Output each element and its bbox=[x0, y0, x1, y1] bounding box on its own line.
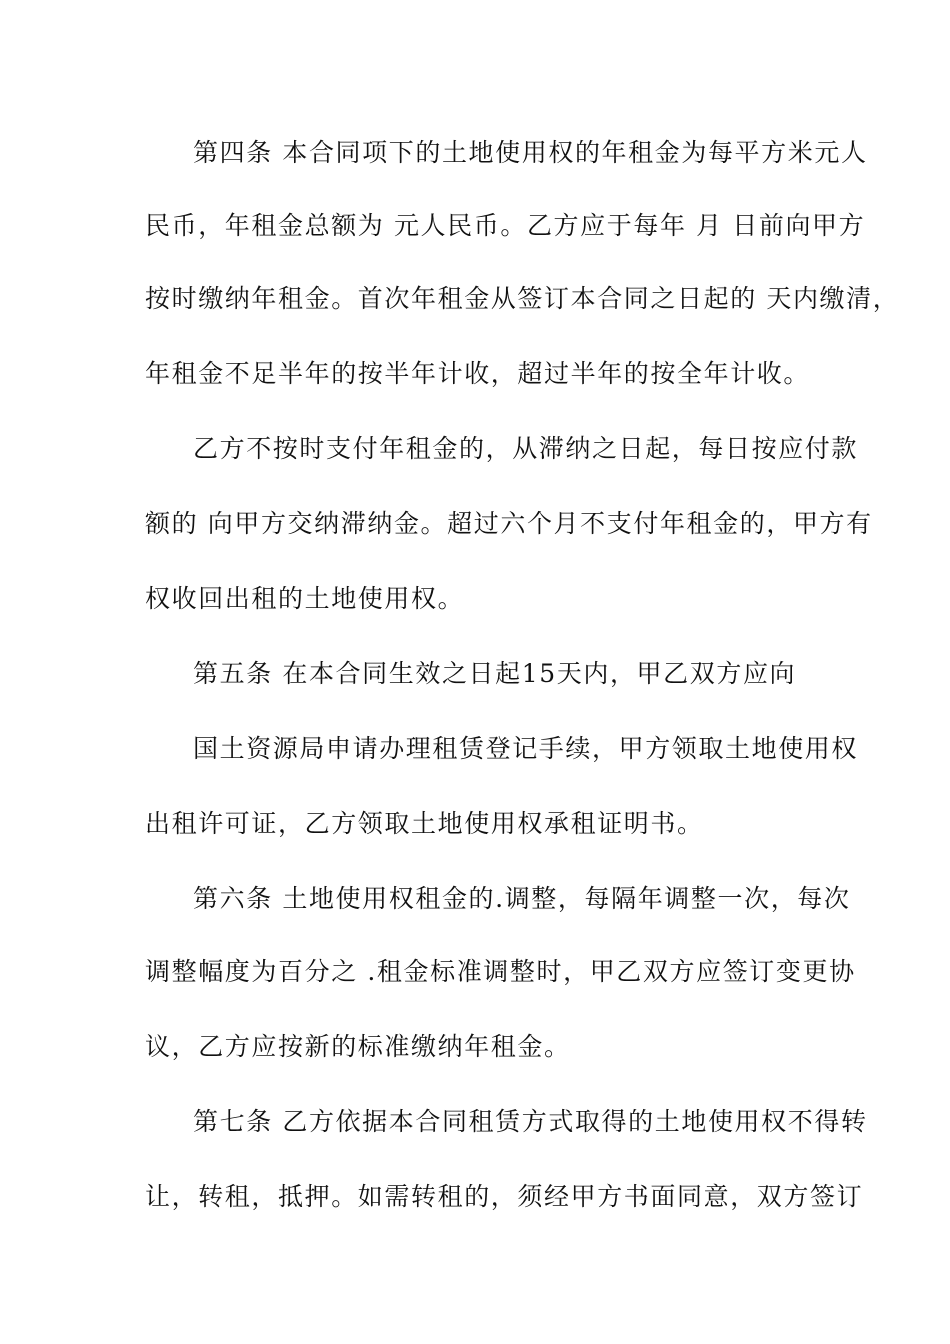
article-5-line-2: 国土资源局申请办理租赁登记手续，甲方领取土地使用权 bbox=[193, 734, 859, 763]
article-4-line-4: 年租金不足半年的按半年计收，超过半年的按全年计收。 bbox=[145, 359, 811, 388]
article-7-line-2: 让，转租，抵押。如需转租的，须经甲方书面同意，双方签订 bbox=[145, 1182, 864, 1211]
article-7-line-1: 第七条 乙方依据本合同租赁方式取得的土地使用权不得转 bbox=[193, 1107, 868, 1136]
article-6-line-2: 调整幅度为百分之 .租金标准调整时，甲乙双方应签订变更协 bbox=[145, 957, 856, 986]
late-fee-line-2: 额的 向甲方交纳滞纳金。超过六个月不支付年租金的，甲方有 bbox=[145, 509, 873, 538]
article-6-line-3: 议，乙方应按新的标准缴纳年租金。 bbox=[145, 1032, 571, 1061]
article-4-line-2: 民币，年租金总额为 元人民币。乙方应于每年 月 日前向甲方 bbox=[145, 211, 866, 240]
article-4-line-1: 第四条 本合同项下的土地使用权的年租金为每平方米元人 bbox=[193, 138, 868, 167]
article-5-line-1: 第五条 在本合同生效之日起15天内，甲乙双方应向 bbox=[193, 659, 797, 688]
late-fee-line-3: 权收回出租的土地使用权。 bbox=[145, 584, 465, 613]
article-6-line-1: 第六条 土地使用权租金的.调整，每隔年调整一次，每次 bbox=[193, 884, 851, 913]
article-4-line-3: 按时缴纳年租金。首次年租金从签订本合同之日起的 天内缴清， bbox=[145, 284, 900, 313]
article-5-line-3: 出租许可证，乙方领取土地使用权承租证明书。 bbox=[145, 809, 704, 838]
late-fee-line-1: 乙方不按时支付年租金的，从滞纳之日起，每日按应付款 bbox=[193, 434, 859, 463]
